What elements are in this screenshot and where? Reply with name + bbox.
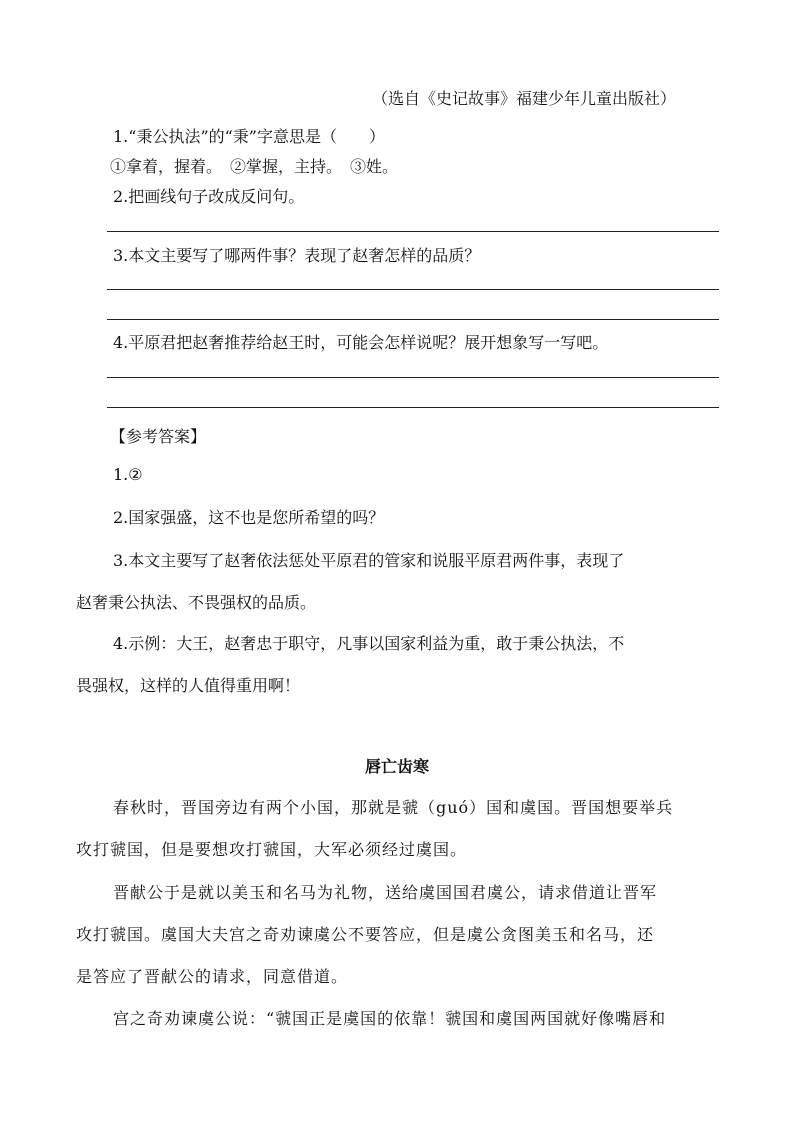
story-title: 唇亡齿寒 [364,757,429,776]
answer-4-line-2: 畏强权，这样的人值得重用啊！ [76,676,301,695]
answer-line [107,319,719,320]
answer-4-line-1: 4.示例：大王，赵奢忠于职守，凡事以国家利益为重，敢于秉公执法，不 [113,634,625,653]
answers-heading: 【参考答案】 [110,427,207,446]
question-3: 3.本文主要写了哪两件事？表现了赵奢怎样的品质？ [113,246,481,265]
story-paragraph-1-line-1: 春秋时，晋国旁边有两个小国，那就是虢（guó）国和虞国。晋国想要举兵 [113,798,674,817]
story-paragraph-2-line-3: 是答应了晋献公的请求，同意借道。 [76,967,349,986]
answer-1: 1.② [113,465,143,484]
answer-3-line-2: 赵奢秉公执法、不畏强权的品质。 [76,593,317,612]
question-2: 2.把画线句子改成反问句。 [113,187,305,206]
story-paragraph-1-line-2: 攻打虢国，但是要想攻打虢国，大军必须经过虞国。 [76,840,468,859]
answer-3-line-1: 3.本文主要写了赵奢依法惩处平原君的管家和说服平原君两件事，表现了 [113,551,625,570]
question-4: 4.平原君把赵奢推荐给赵王时，可能会怎样说呢？展开想象写一写吧。 [113,333,609,352]
answer-line [107,289,719,290]
answer-line [107,231,719,232]
story-paragraph-3-line-1: 宫之奇劝谏虞公说：“虢国正是虞国的依靠！虢国和虞国两国就好像嘴唇和 [113,1009,667,1028]
answer-line [107,407,719,408]
story-paragraph-2-line-2: 攻打虢国。虞国大夫宫之奇劝谏虞公不要答应，但是虞公贪图美玉和名马，还 [76,925,655,944]
source-citation: （选自《史记故事》福建少年儿童出版社） [372,89,677,108]
answer-line [107,377,719,378]
question-1-options: ①拿着，握着。 ②掌握，主持。 ③姓。 [110,157,399,176]
answer-2: 2.国家强盛，这不也是您所希望的吗？ [113,508,385,527]
question-1: 1.“秉公执法”的“秉”字意思是（ ） [113,127,385,146]
story-paragraph-2-line-1: 晋献公于是就以美玉和名马为礼物，送给虞国国君虞公，请求借道让晋军 [113,883,658,902]
